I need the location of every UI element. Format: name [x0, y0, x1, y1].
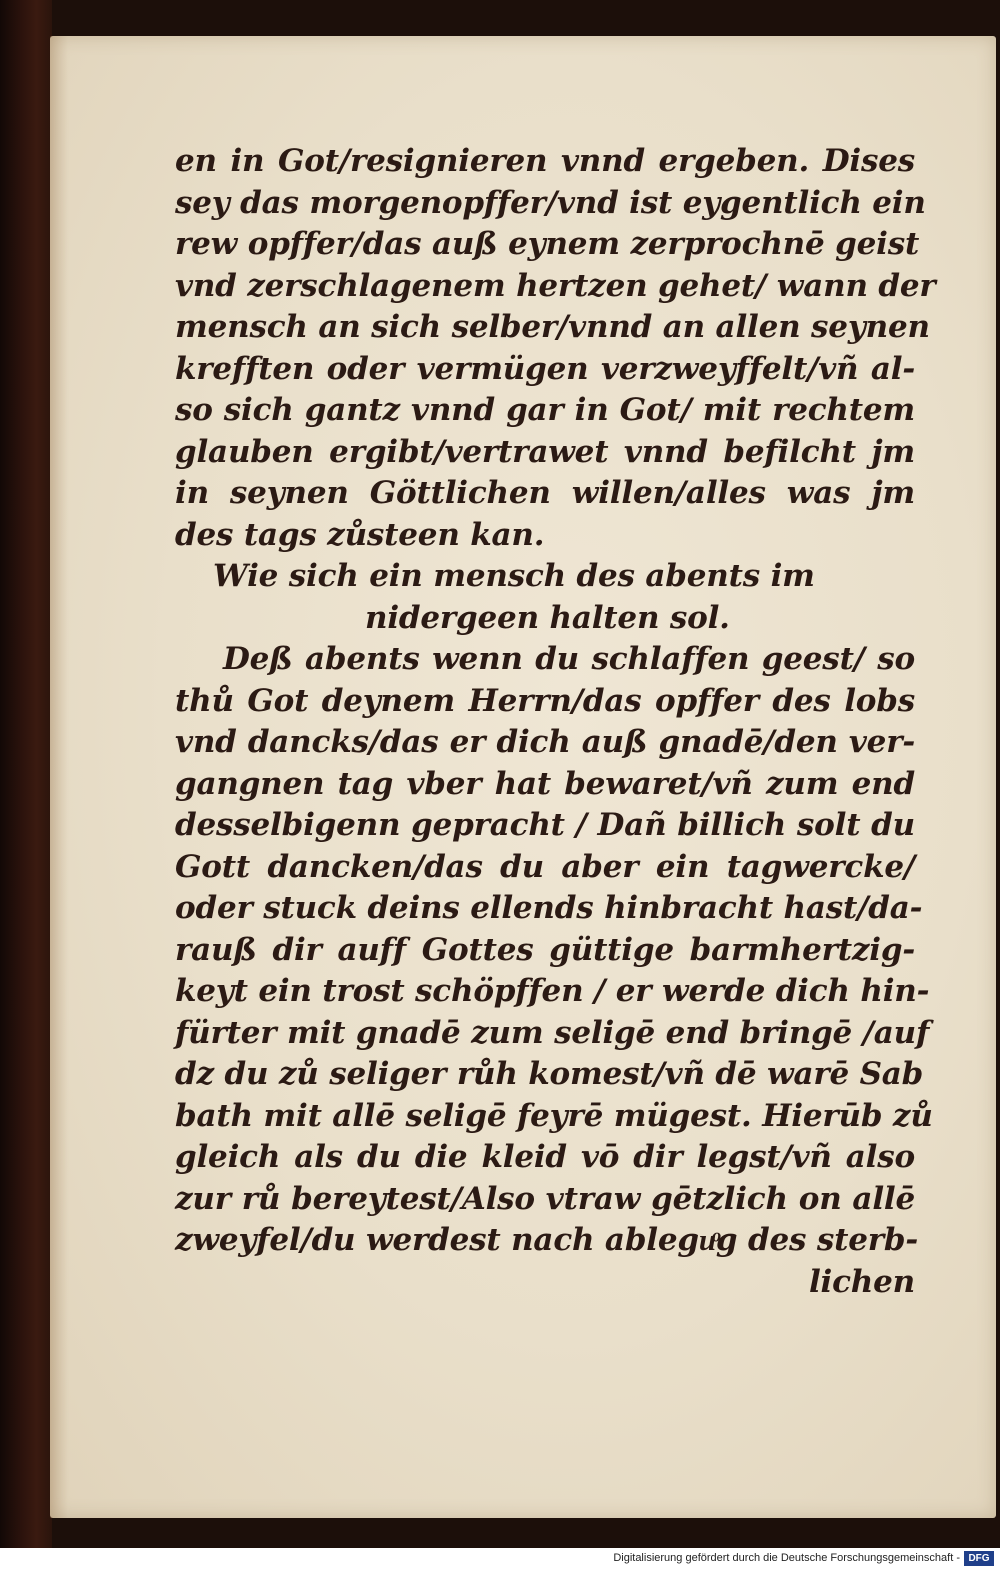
text-line: desselbigenn gepracht / Dañ billich solt du — [175, 807, 915, 843]
funding-credit: Digitalisierung gefördert durch die Deutsche Forschungsgemeinschaft - — [613, 1552, 960, 1564]
text-line: fürter mit gnadē zum seligē end bringē /auf — [175, 1014, 930, 1051]
text-line: gleich als du die kleid vō dir legst/vñ also — [175, 1139, 915, 1175]
text-line: keyt ein trost schöpffen / er werde dich hin- — [175, 973, 930, 1009]
text-line: des tags zůsteen kan. — [175, 516, 545, 553]
text-line: dz du zů seliger růh komest/vñ dē warē Sab — [175, 1056, 924, 1092]
text-line: rauß dir auff Gottes güttige barmhertzig- — [175, 931, 915, 968]
text-line: mensch an sich selber/vnnd an allen seynen — [175, 309, 930, 345]
catchword: lichen — [808, 1263, 915, 1300]
text-line: bath mit allē seligē feyrē mügest. Hierūb zů — [175, 1097, 933, 1134]
text-line: gangnen tag vber hat bewaret/vñ zum end — [175, 765, 915, 802]
page-text — [175, 141, 936, 1303]
book-page — [50, 36, 996, 1518]
dfg-logo: DFG — [964, 1551, 994, 1566]
text-line: vnd dancks/das er dich auß gnadē/den ver- — [175, 724, 915, 760]
text-line: glauben ergibt/vertrawet vnnd befilcht jm — [175, 433, 915, 470]
footer-bar — [0, 1548, 1000, 1570]
text-line: zur rů bereytest/Also vtraw gētzlich on allē — [175, 1180, 915, 1217]
text-line: vnd zerschlagenem hertzen gehet/ wann der — [175, 267, 936, 304]
section-heading: nidergeen halten sol. — [365, 599, 730, 636]
text-line: sey das morgenopffer/vnd ist eygentlich ein — [175, 184, 926, 221]
text-line: krefften oder vermügen verzweyffelt/vñ al- — [175, 350, 915, 387]
text-line: rew opffer/das auß eynem zerprochnē geist — [175, 226, 920, 262]
book-spine — [0, 0, 52, 1548]
text-line: so sich gantz vnnd gar in Got/ mit rechtem — [175, 392, 915, 428]
text-line: in seynen Göttlichen willen/alles was jm — [175, 475, 915, 511]
section-heading: Wie sich ein mensch des abents im — [213, 558, 815, 594]
text-line: zweyfel/du werdest nach ableguͦg des sterb- — [175, 1222, 918, 1258]
text-line: oder stuck deins ellends hinbracht hast/da- — [175, 890, 923, 926]
text-line: Deß abents wenn du schlaffen geest/ so — [223, 641, 915, 677]
text-line: Gott dancken/das du aber ein tagwercke/ — [175, 848, 915, 885]
text-line: thů Got deynem Herrn/das opffer des lobs — [175, 682, 915, 719]
text-line: en in Got/resignieren vnnd ergeben. Dises — [175, 143, 915, 179]
